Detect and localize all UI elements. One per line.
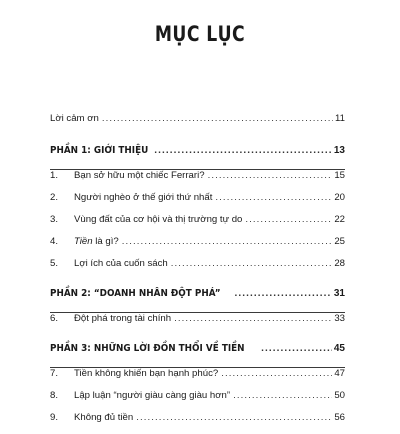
dot-leader	[136, 412, 332, 423]
dot-leader	[215, 192, 332, 203]
toc-entry[interactable]	[50, 390, 345, 412]
toc-entry[interactable]	[50, 214, 345, 236]
table-of-contents	[50, 113, 345, 434]
toc-section-part3[interactable]	[50, 343, 345, 365]
toc-entry-acknowledgements[interactable]	[50, 113, 345, 135]
toc-entry-number: 9.	[50, 412, 59, 423]
toc-section-page: 45	[333, 343, 345, 354]
dot-leader	[233, 390, 332, 401]
dot-leader	[234, 288, 331, 299]
toc-entry-number: 4.	[50, 236, 59, 247]
toc-entry-page: 47	[334, 368, 345, 379]
dot-leader	[122, 236, 333, 247]
toc-section-label: PHẦN 1: GIỚI THIỆU	[50, 145, 149, 156]
dot-leader	[245, 214, 332, 225]
toc-entry-page: 11	[335, 113, 345, 124]
toc-entry-label: Không đủ tiền	[74, 412, 134, 423]
toc-section-page: 13	[333, 145, 345, 156]
toc-entry-number: 7.	[50, 368, 59, 379]
toc-entry-label: Lợi ích của cuốn sách	[74, 258, 168, 269]
toc-entry-page: 22	[334, 214, 345, 225]
toc-entry-page: 33	[334, 313, 345, 324]
toc-entry-label: Tiền không khiến bạn hạnh phúc?	[74, 368, 219, 379]
toc-entry-number: 8.	[50, 390, 59, 401]
toc-section-part1[interactable]	[50, 145, 345, 167]
toc-entry-number: 1.	[50, 170, 59, 181]
toc-entry-page: 28	[334, 258, 345, 269]
toc-entry[interactable]	[50, 258, 345, 280]
toc-entry[interactable]	[50, 368, 345, 390]
toc-entry-page: 56	[334, 412, 345, 423]
toc-entry-label-emphasis: Tiền	[74, 236, 93, 247]
dot-leader	[174, 313, 332, 324]
toc-entry-number: 5.	[50, 258, 59, 269]
toc-entry-label: Bạn sở hữu một chiếc Ferrari?	[74, 170, 205, 181]
toc-entry[interactable]	[50, 192, 345, 214]
toc-entry[interactable]	[50, 170, 345, 192]
toc-entry-label-rest: là gì?	[92, 236, 119, 247]
toc-entry[interactable]	[50, 313, 345, 335]
toc-entry-page: 50	[334, 390, 345, 401]
toc-entry[interactable]	[50, 236, 345, 258]
toc-entry-label: Lập luận “người giàu càng giàu hơn”	[74, 390, 231, 401]
toc-entry-page: 20	[334, 192, 345, 203]
toc-section-label: PHẦN 2: “DOANH NHÂN ĐỘT PHÁ”	[50, 288, 221, 299]
toc-section-page: 31	[333, 288, 345, 299]
toc-entry-page: 25	[334, 236, 345, 247]
toc-entry-number: 3.	[50, 214, 59, 225]
dot-leader	[261, 343, 332, 354]
toc-section-part2[interactable]	[50, 288, 345, 310]
toc-entry-number: 6.	[50, 313, 59, 324]
dot-leader	[102, 113, 333, 124]
dot-leader	[154, 145, 332, 156]
toc-section-label: PHẦN 3: NHỮNG LỜI ĐỒN THỔI VỀ TIỀN	[50, 343, 245, 354]
dot-leader	[171, 258, 333, 269]
toc-entry-label: Đột phá trong tài chính	[74, 313, 172, 324]
dot-leader	[221, 368, 332, 379]
toc-entry-label: Người nghèo ở thế giới thứ nhất	[74, 192, 213, 203]
toc-entry-label: Vùng đất của cơ hội và thị trường tự do	[74, 214, 243, 225]
page-title: MỤC LỤC	[154, 22, 246, 46]
toc-entry-page: 15	[334, 170, 345, 181]
toc-entry[interactable]	[50, 412, 345, 434]
toc-entry-label: Lời cảm ơn	[50, 113, 99, 124]
toc-entry-number: 2.	[50, 192, 59, 203]
dot-leader	[208, 170, 333, 181]
toc-entry-label	[74, 236, 119, 247]
